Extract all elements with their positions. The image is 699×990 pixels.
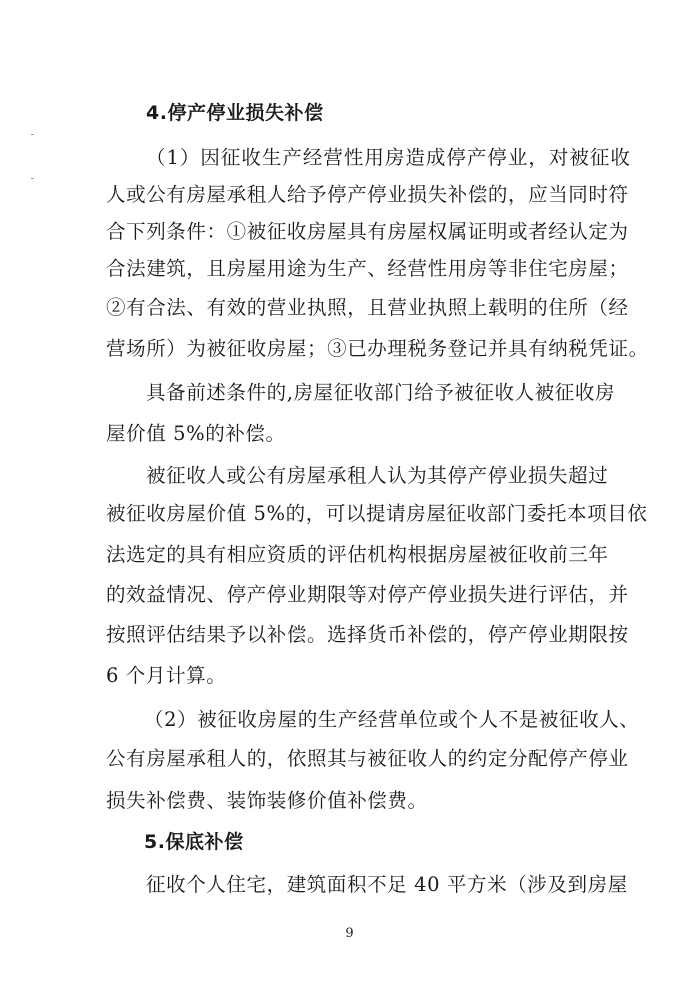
- margin-mark: [31, 134, 34, 135]
- paragraph-line: （2）被征收房屋的生产经营单位或个人不是被征收人、: [144, 708, 640, 731]
- paragraph-line: 合下列条件：①被征收房屋具有房屋权属证明或者经认定为: [106, 220, 629, 243]
- paragraph-line: 具备前述条件的,房屋征收部门给予被征收人被征收房: [146, 381, 616, 404]
- page-number: 9: [345, 926, 354, 941]
- paragraph-line: （1）因征收生产经营性用房造成停产停业，对被征收: [146, 146, 631, 169]
- paragraph-line: 损失补偿费、装饰装修价值补偿费。: [106, 789, 428, 812]
- paragraph-line: 征收个人住宅，建筑面积不足 40 平方米（涉及到房屋: [146, 873, 628, 896]
- paragraph-line: 的效益情况、停产停业期限等对停产停业损失进行评估，并: [106, 583, 629, 606]
- section-heading-4: 4.停产停业损失补偿: [146, 102, 324, 124]
- paragraph-line: ②有合法、有效的营业执照，且营业执照上载明的住所（经: [106, 296, 629, 319]
- paragraph-line: 6 个月计算。: [106, 664, 227, 687]
- paragraph-line: 屋价值 5%的补偿。: [106, 422, 286, 445]
- section-heading-5: 5.保底补偿: [144, 831, 244, 853]
- paragraph-line: 公有房屋承租人的，依照其与被征收人的约定分配停产停业: [106, 747, 629, 770]
- paragraph-line: 法选定的具有相应资质的评估机构根据房屋被征收前三年: [106, 543, 609, 566]
- margin-mark: [31, 178, 34, 179]
- paragraph-line: 人或公有房屋承租人给予停产停业损失补偿的，应当同时符: [106, 183, 629, 206]
- paragraph-line: 营场所）为被征收房屋；③已办理税务登记并具有纳税凭证。: [106, 337, 649, 360]
- paragraph-line: 被征收人或公有房屋承租人认为其停产停业损失超过: [146, 464, 609, 487]
- paragraph-line: 被征收房屋价值 5%的，可以提请房屋征收部门委托本项目依: [106, 502, 648, 525]
- paragraph-line: 按照评估结果予以补偿。选择货币补偿的，停产停业期限按: [106, 623, 629, 646]
- paragraph-line: 合法建筑，且房屋用途为生产、经营性用房等非住宅房屋；: [106, 257, 629, 280]
